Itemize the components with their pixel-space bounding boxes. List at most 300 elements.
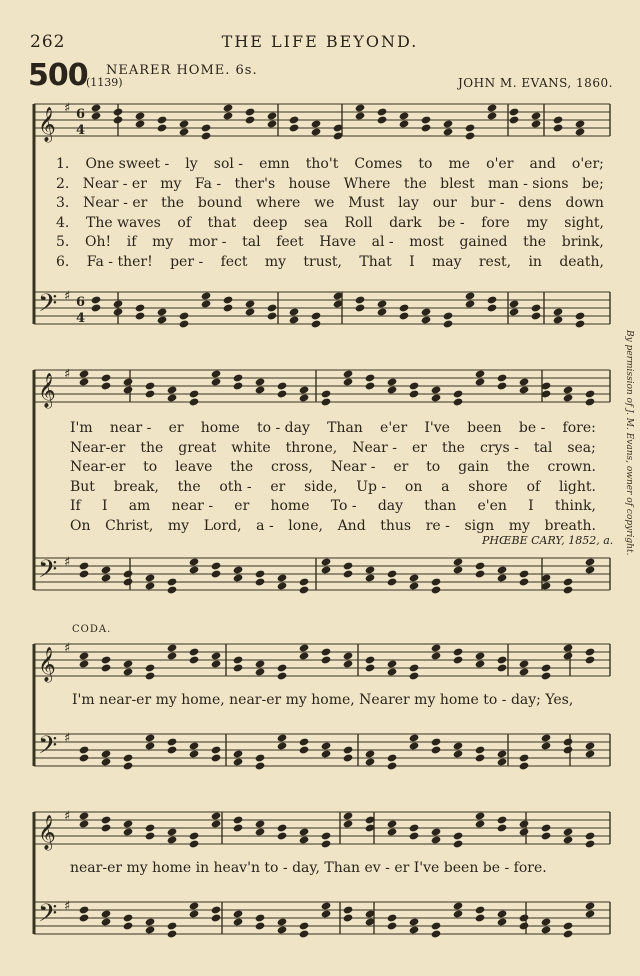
note-head [497, 917, 508, 926]
note-head [135, 111, 146, 120]
lyric-syllable: e'er [380, 420, 408, 436]
note-head [453, 647, 464, 656]
lyric-syllable: bur - [470, 195, 505, 211]
note-head [123, 667, 134, 676]
text-credit: PHŒBE CARY, 1852, a. [482, 534, 614, 547]
note-head [157, 307, 168, 316]
note-head [575, 319, 586, 328]
lyric-syllable: Have [319, 234, 356, 250]
verse-line [56, 254, 604, 270]
lyric-syllable: re - [425, 517, 450, 534]
note-head [145, 917, 156, 926]
lyric-syllable: to - day [257, 420, 310, 436]
note-head [277, 381, 288, 390]
note-head [211, 561, 222, 570]
note-head [189, 839, 200, 848]
note-head [157, 123, 168, 132]
note-head [519, 577, 530, 586]
note-head [497, 909, 508, 918]
lyric-syllable: the [161, 195, 185, 211]
note-head [541, 663, 552, 672]
time-signature-bottom: 4 [76, 123, 86, 138]
key-signature: ♯ [64, 731, 71, 746]
note-head [299, 385, 310, 394]
lyric-syllable: That [359, 253, 392, 270]
note-head [167, 827, 178, 836]
note-head [575, 119, 586, 128]
lyric-syllable: er [412, 439, 427, 456]
lyric-syllable: of [177, 214, 192, 231]
note-head [255, 577, 266, 586]
lyric-syllable: 6. [56, 253, 70, 270]
note-head [255, 827, 266, 836]
note-head [563, 385, 574, 394]
note-head [135, 311, 146, 320]
note-head [321, 741, 332, 750]
note-head [79, 745, 90, 754]
lyric-syllable: bound [197, 195, 243, 211]
lyric-syllable: thus [380, 517, 412, 534]
note-head [563, 921, 574, 930]
note-head [321, 831, 332, 840]
note-head [343, 753, 354, 762]
note-head [79, 811, 90, 820]
lyric-syllable: my [160, 175, 182, 192]
lyric-syllable: am [128, 498, 151, 514]
lyric-syllable: If [70, 498, 81, 514]
lyric-syllable: our [432, 195, 457, 211]
note-head [321, 655, 332, 664]
note-head [409, 671, 420, 680]
lyric-syllable: most [409, 234, 444, 250]
hymn-alt-number: (1139) [86, 76, 123, 89]
note-head [321, 389, 332, 398]
note-head [223, 303, 234, 312]
lyric-syllable: shore [468, 478, 508, 495]
coda-system-1-staves [30, 638, 614, 778]
lyric-syllable: al - [371, 234, 394, 250]
bass-clef: 𝄢 [38, 899, 58, 934]
note-head [79, 561, 90, 570]
note-head [189, 565, 200, 574]
note-head [277, 389, 288, 398]
lyric-syllable: I [528, 498, 534, 514]
note-head [541, 831, 552, 840]
time-signature-top: 6 [76, 295, 86, 310]
note-head [145, 831, 156, 840]
note-head [487, 103, 498, 112]
note-head [79, 753, 90, 762]
note-head [443, 311, 454, 320]
note-head [79, 369, 90, 378]
note-head [431, 585, 442, 594]
note-head [377, 115, 388, 124]
note-head [167, 745, 178, 754]
note-head [145, 823, 156, 832]
note-head [365, 655, 376, 664]
lyric-syllable: to [426, 459, 441, 475]
lyric-syllable: And [337, 517, 366, 534]
lyric-syllable: er [393, 459, 409, 475]
key-signature: ♯ [64, 809, 71, 824]
note-head [497, 749, 508, 758]
note-head [541, 917, 552, 926]
lyric-syllable: e'en [477, 498, 507, 514]
note-head [277, 831, 288, 840]
note-head [101, 655, 112, 664]
lyric-syllable: Near-er [70, 439, 126, 456]
lyric-syllable: the [177, 478, 201, 495]
note-head [431, 929, 442, 938]
lyric-syllable: crys - [480, 439, 519, 456]
note-head [343, 913, 354, 922]
note-head [267, 119, 278, 128]
note-head [277, 663, 288, 672]
lyric-syllable: Near - [352, 439, 397, 456]
note-head [189, 831, 200, 840]
note-head [101, 823, 112, 832]
note-head [453, 557, 464, 566]
note-head [211, 659, 222, 668]
note-head [135, 119, 146, 128]
note-head [201, 291, 212, 300]
note-head [101, 565, 112, 574]
lyric-syllable: gained [459, 234, 508, 250]
lyric-syllable: trust, [303, 253, 343, 270]
note-head [475, 913, 486, 922]
note-head [431, 643, 442, 652]
note-head [453, 389, 464, 398]
note-head [399, 111, 410, 120]
lyric-syllable: mor - [188, 234, 227, 250]
lyric-syllable: cross, [271, 459, 313, 475]
lyric-syllable: Comes [354, 156, 403, 172]
lyric-syllable: the [230, 459, 254, 475]
note-head [211, 377, 222, 386]
note-head [289, 307, 300, 316]
note-head [443, 319, 454, 328]
note-head [541, 925, 552, 934]
note-head [585, 831, 596, 840]
lyric-syllable: Roll [344, 214, 373, 231]
note-head [123, 913, 134, 922]
lyric-syllable: my [152, 234, 174, 250]
lyric-syllable: Near-er [70, 459, 126, 475]
key-signature: ♯ [64, 641, 71, 656]
note-head [267, 303, 278, 312]
note-head [365, 573, 376, 582]
lyric-syllable: gain [458, 459, 489, 475]
note-head [409, 741, 420, 750]
note-head [563, 827, 574, 836]
lyric-syllable: But [70, 478, 95, 495]
note-head [299, 921, 310, 930]
note-head [365, 757, 376, 766]
note-head [585, 839, 596, 848]
note-head [245, 115, 256, 124]
lyric-syllable: tho't [305, 156, 339, 172]
note-head [585, 655, 596, 664]
lyric-syllable: my [508, 517, 530, 534]
lyric-syllable: I [101, 498, 108, 514]
note-head [145, 389, 156, 398]
note-head [167, 577, 178, 586]
note-head [233, 663, 244, 672]
note-head [123, 377, 134, 386]
note-head [519, 659, 530, 668]
note-head [509, 115, 520, 124]
note-head [421, 307, 432, 316]
note-head [465, 123, 476, 132]
note-head [299, 393, 310, 402]
note-head [421, 123, 432, 132]
lyric-syllable: Near - [330, 459, 376, 475]
note-head [211, 569, 222, 578]
note-head [453, 901, 464, 910]
note-head [321, 749, 332, 758]
note-head [431, 745, 442, 754]
note-head [399, 303, 410, 312]
lyric-syllable: Up - [356, 478, 387, 495]
lyric-syllable: down [565, 195, 604, 211]
lyric-syllable: throne, [285, 439, 338, 456]
note-head [101, 909, 112, 918]
note-head [343, 561, 354, 570]
lyric-syllable: fect [220, 253, 248, 270]
note-head [245, 299, 256, 308]
note-head [453, 909, 464, 918]
note-head [255, 377, 266, 386]
note-head [475, 905, 486, 914]
note-head [211, 369, 222, 378]
note-head [167, 393, 178, 402]
lyric-syllable: Near - er [82, 175, 147, 192]
note-head [585, 565, 596, 574]
lyric-syllable: my [264, 253, 287, 270]
lyric-syllable: of [526, 478, 541, 495]
note-head [277, 917, 288, 926]
note-head [343, 905, 354, 914]
lyric-syllable: the [506, 459, 530, 475]
lyric-syllable: I'm [70, 420, 93, 436]
lyric-syllable: the [140, 439, 164, 456]
note-head [267, 311, 278, 320]
note-head [431, 835, 442, 844]
note-head [113, 115, 124, 124]
bass-clef: 𝄢 [38, 731, 58, 766]
note-head [475, 369, 486, 378]
lyric-syllable: Fa - [194, 175, 222, 192]
key-signature: ♯ [64, 101, 71, 116]
note-head [311, 127, 322, 136]
note-head [343, 819, 354, 828]
note-head [201, 123, 212, 132]
note-head [563, 745, 574, 754]
note-head [79, 569, 90, 578]
verse-line [56, 215, 604, 231]
note-head [563, 835, 574, 844]
treble-clef: 𝄞 [38, 373, 56, 408]
note-head [343, 745, 354, 754]
note-head [233, 573, 244, 582]
note-head [475, 811, 486, 820]
note-head [563, 929, 574, 938]
note-head [233, 909, 244, 918]
lyric-syllable: feet [276, 234, 304, 250]
lyric-syllable: sign [464, 517, 495, 534]
note-head [355, 303, 366, 312]
note-head [509, 299, 520, 308]
lyric-syllable: day [377, 498, 404, 514]
note-head [387, 913, 398, 922]
lyric-syllable: home [200, 420, 240, 436]
note-head [497, 823, 508, 832]
note-head [519, 921, 530, 930]
lyric-syllable: 5. [56, 234, 70, 250]
note-head [531, 303, 542, 312]
lyric-syllable: rest, [478, 253, 512, 270]
note-head [365, 373, 376, 382]
lyric-syllable: the [403, 175, 427, 192]
note-head [443, 119, 454, 128]
lyric-syllable: and [529, 156, 556, 172]
key-signature: ♯ [64, 367, 71, 382]
note-head [387, 667, 398, 676]
note-head [145, 671, 156, 680]
note-head [431, 393, 442, 402]
lyric-syllable: near - [171, 498, 214, 514]
note-head [409, 381, 420, 390]
note-head [91, 303, 102, 312]
verse-line [70, 518, 596, 534]
note-head [167, 921, 178, 930]
note-head [387, 569, 398, 578]
note-head [431, 827, 442, 836]
lyric-syllable: side, [304, 478, 338, 495]
note-head [299, 643, 310, 652]
note-head [563, 643, 574, 652]
note-head [475, 651, 486, 660]
note-head [289, 315, 300, 324]
note-head [387, 385, 398, 394]
note-head [431, 385, 442, 394]
note-head [189, 741, 200, 750]
verse-line [70, 459, 596, 475]
note-head [233, 757, 244, 766]
hymn-number: 500 [28, 58, 88, 93]
note-head [541, 671, 552, 680]
coda-system-2-staves [30, 806, 614, 946]
note-head [189, 397, 200, 406]
note-head [387, 377, 398, 386]
note-head [167, 929, 178, 938]
lyric-syllable: breath. [544, 517, 596, 534]
note-head [79, 913, 90, 922]
note-head [475, 745, 486, 754]
note-head [475, 753, 486, 762]
note-head [91, 295, 102, 304]
lyric-syllable: me [448, 156, 471, 172]
note-head [211, 651, 222, 660]
note-head [167, 835, 178, 844]
note-head [519, 385, 530, 394]
lyric-syllable: Than [327, 420, 363, 436]
lyric-syllable: leave [175, 459, 213, 475]
note-head [233, 749, 244, 758]
note-head [519, 913, 530, 922]
key-signature: ♯ [64, 289, 71, 304]
note-head [519, 753, 530, 762]
note-head [563, 651, 574, 660]
lyric-syllable: lay [398, 195, 419, 211]
lyric-syllable: per - [170, 253, 204, 270]
note-head [343, 369, 354, 378]
note-head [409, 663, 420, 672]
note-head [267, 111, 278, 120]
note-head [487, 303, 498, 312]
note-head [475, 377, 486, 386]
lyric-syllable: a - [256, 517, 274, 534]
note-head [123, 385, 134, 394]
note-head [277, 733, 288, 742]
lyric-syllable: great [178, 439, 217, 456]
note-head [399, 119, 410, 128]
note-head [475, 819, 486, 828]
lyric-syllable: in [528, 253, 542, 270]
note-head [233, 565, 244, 574]
note-head [563, 393, 574, 402]
lyric-syllable: lone, [288, 517, 323, 534]
note-head [277, 573, 288, 582]
note-head [299, 827, 310, 836]
lyric-syllable: Must [348, 195, 385, 211]
verse-line [70, 479, 596, 495]
note-head [497, 565, 508, 574]
note-head [101, 917, 112, 926]
note-head [409, 823, 420, 832]
note-head [431, 921, 442, 930]
note-head [79, 651, 90, 660]
note-head [299, 835, 310, 844]
lyric-syllable: I [409, 253, 415, 270]
note-head [343, 569, 354, 578]
note-head [145, 733, 156, 742]
note-head [233, 815, 244, 824]
note-head [123, 819, 134, 828]
bass-clef: 𝄢 [38, 555, 58, 590]
note-head [157, 115, 168, 124]
lyric-syllable: the [523, 234, 547, 250]
note-head [541, 823, 552, 832]
note-head [519, 761, 530, 770]
note-head [101, 663, 112, 672]
note-head [365, 663, 376, 672]
lyric-syllable: sea; [567, 439, 596, 456]
treble-clef: 𝄞 [38, 107, 56, 142]
lyric-syllable: er [270, 478, 286, 495]
lyric-syllable: blest [440, 175, 475, 192]
note-head [453, 741, 464, 750]
note-head [509, 107, 520, 116]
note-head [563, 585, 574, 594]
note-head [387, 761, 398, 770]
note-head [91, 103, 102, 112]
note-head [497, 655, 508, 664]
note-head [211, 913, 222, 922]
note-head [519, 827, 530, 836]
note-head [277, 925, 288, 934]
note-head [223, 295, 234, 304]
